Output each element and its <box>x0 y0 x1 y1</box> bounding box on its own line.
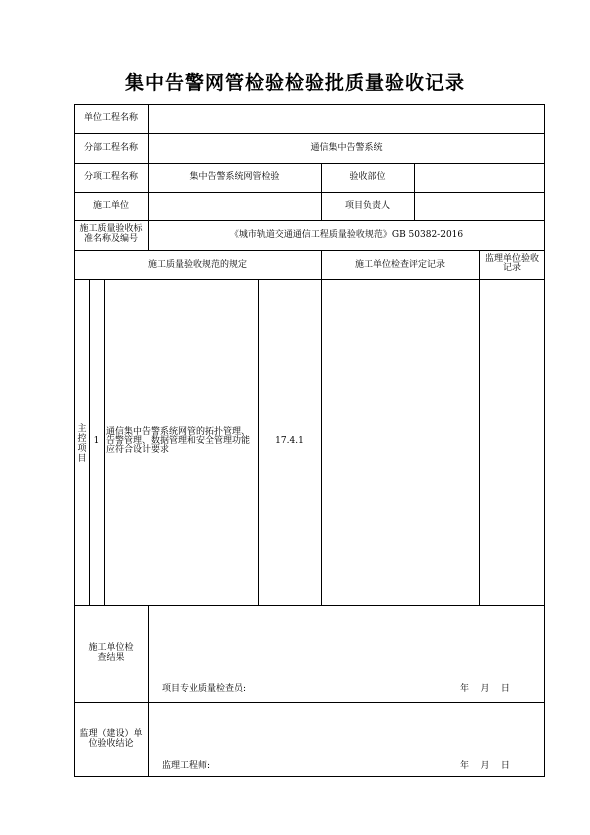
check-column-header: 施工单位检查评定记录 <box>354 260 445 270</box>
standard-value: 《城市轨道交通通信工程质量验收规范》GB 50382-2016 <box>229 230 464 240</box>
unit-project-label: 单位工程名称 <box>83 113 138 123</box>
supervision-engineer-label: 监理工程师: <box>162 761 211 771</box>
main-control-group-label: 主控项目 <box>77 424 87 464</box>
item-project-value: 集中告警系统网管检验 <box>189 172 280 182</box>
sub-project-value: 通信集中告警系统 <box>310 143 383 153</box>
sub-project-label: 分部工程名称 <box>83 143 138 153</box>
item-index: 1 <box>93 436 100 446</box>
supervision-date-label: 年 月 日 <box>460 761 510 771</box>
construction-result-label: 施工单位检查结果 <box>88 643 134 663</box>
quality-inspector-label: 项目专业质量检查员: <box>162 684 247 694</box>
acceptance-part-label: 验收部位 <box>349 172 386 182</box>
supervision-result-label: 监理（建设）单位验收结论 <box>79 729 143 749</box>
item-description: 通信集中告警系统网管的拓扑管理、告警管理、数据管理和安全管理功能应符合设计要求 <box>106 427 251 455</box>
item-clause: 17.4.1 <box>275 436 304 446</box>
construction-date-label: 年 月 日 <box>460 684 510 694</box>
spec-column-header: 施工质量验收规范的规定 <box>147 260 247 270</box>
supervise-column-header: 监理单位验收记录 <box>484 254 539 273</box>
page-title: 集中告警网管检验检验批质量验收记录 <box>124 72 465 94</box>
project-manager-label: 项目负责人 <box>344 201 390 211</box>
standard-label: 施工质量验收标准名称及编号 <box>79 224 143 244</box>
construction-unit-label: 施工单位 <box>92 201 129 211</box>
item-project-label: 分项工程名称 <box>83 172 138 182</box>
